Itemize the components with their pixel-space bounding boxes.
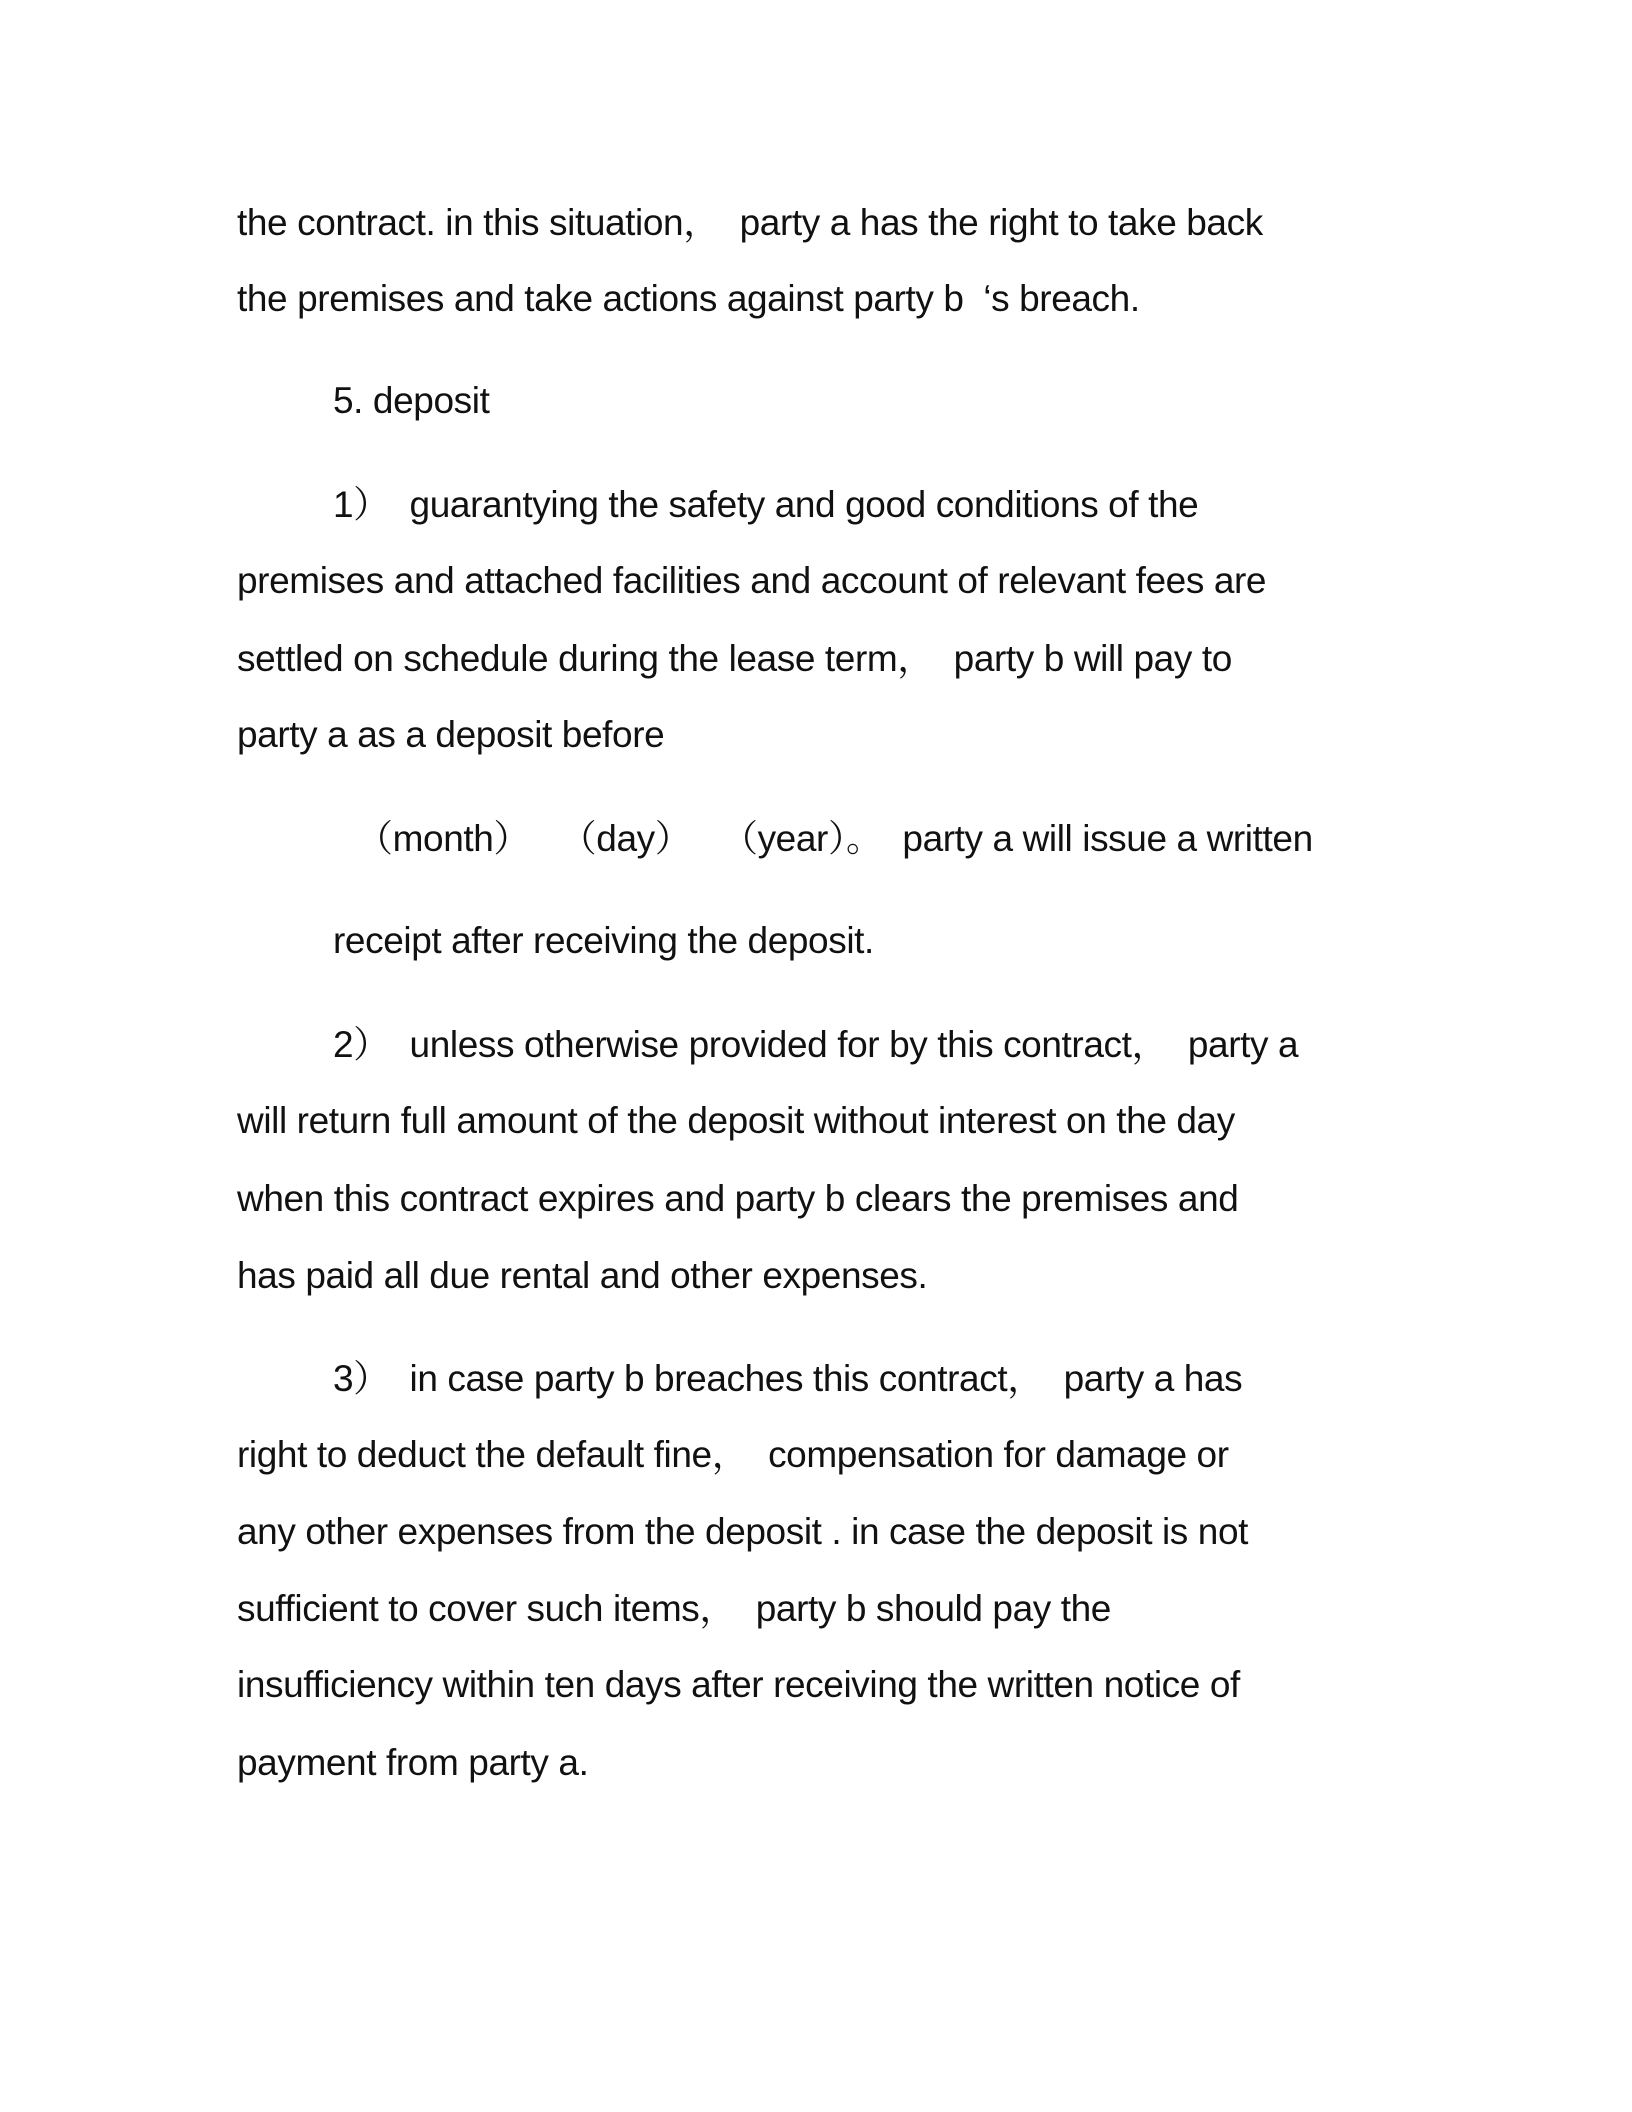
- text-line: right to deduct the default fine， compensation for damage or: [237, 1434, 1229, 1475]
- text-line: party a as a deposit before: [237, 714, 665, 755]
- text-line: receipt after receiving the deposit.: [333, 920, 874, 961]
- text-line: the contract. in this situation， party a has the right to take back: [237, 202, 1263, 243]
- text-line: 2） unless otherwise provided for by this contract， party a: [333, 1024, 1299, 1065]
- text-line: premises and attached facilities and account of relevant fees are: [237, 560, 1267, 601]
- text-line: will return full amount of the deposit without interest on the day: [237, 1100, 1235, 1141]
- text-line: the premises and take actions against party b ‘s breach.: [237, 278, 1140, 319]
- text-line: when this contract expires and party b clears the premises and: [237, 1178, 1239, 1219]
- text-line: （month） （day） （year）。 party a will issue a written: [356, 818, 1313, 859]
- text-line: sufficient to cover such items， party b should pay the: [237, 1588, 1111, 1629]
- text-line: 3） in case party b breaches this contract， party a has: [333, 1358, 1243, 1399]
- text-line: any other expenses from the deposit . in case the deposit is not: [237, 1511, 1249, 1552]
- text-line: 1） guarantying the safety and good conditions of the: [333, 484, 1199, 525]
- text-line: insufficiency within ten days after receiving the written notice of: [237, 1664, 1240, 1705]
- text-line: payment from party a.: [237, 1742, 589, 1783]
- text-line: settled on schedule during the lease term， party b will pay to: [237, 638, 1232, 679]
- text-line: has paid all due rental and other expenses.: [237, 1255, 928, 1296]
- section-heading: 5. deposit: [333, 380, 490, 421]
